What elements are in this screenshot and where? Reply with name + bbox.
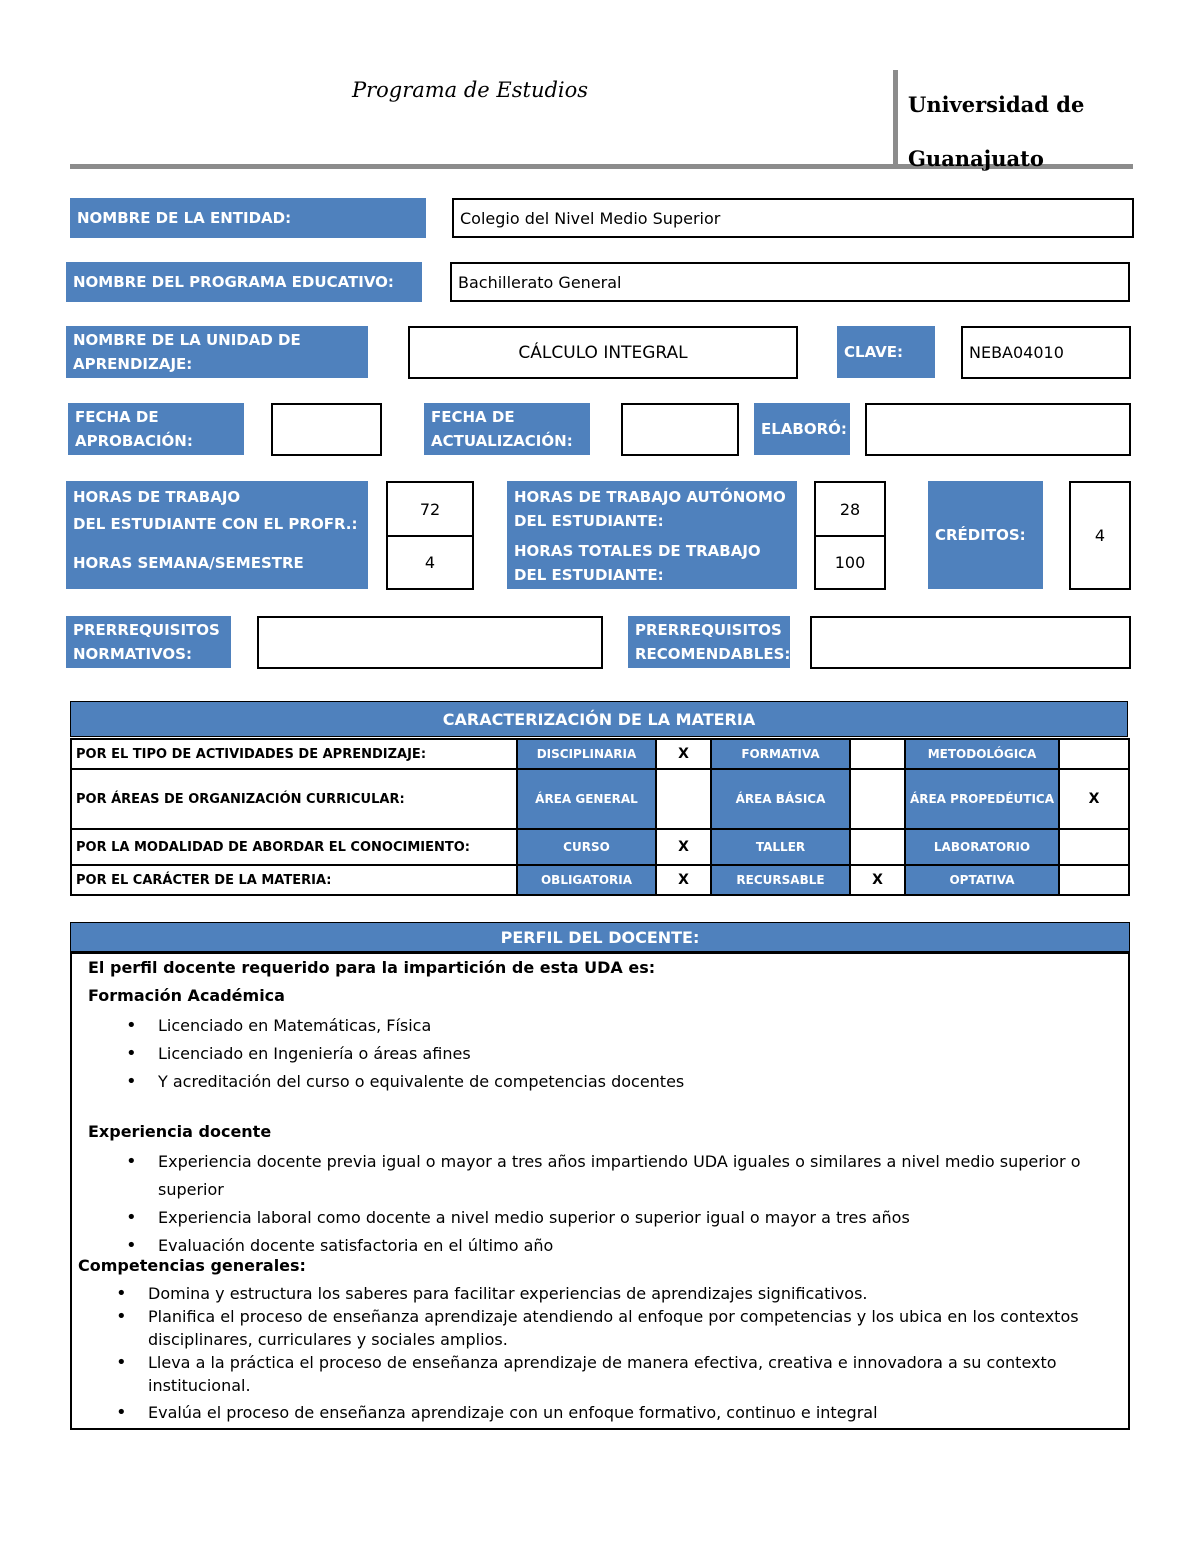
list-item: • Y acreditación del curso o equivalente de competencias docentes xyxy=(158,1068,684,1096)
entidad-label: NOMBRE DE LA ENTIDAD: xyxy=(70,198,426,238)
mark-cell[interactable]: X xyxy=(656,739,711,769)
option-formativa: FORMATIVA xyxy=(711,739,850,769)
entidad-field[interactable]: Colegio del Nivel Medio Superior xyxy=(452,198,1134,238)
list-item: • Evalúa el proceso de enseñanza aprendizaje con un enfoque formativo, continuo e integral xyxy=(148,1401,1108,1424)
mark-cell[interactable] xyxy=(1059,829,1129,865)
fecha-aprobacion-line-1: FECHA DE xyxy=(75,408,159,426)
creditos-field[interactable]: 4 xyxy=(1069,481,1131,590)
mark-cell[interactable] xyxy=(1059,865,1129,895)
option-metodologica: METODOLÓGICA xyxy=(905,739,1059,769)
list-item: • Planifica el proceso de enseñanza aprendizaje atendiendo al enfoque por competencias y los ubica en los contextos disciplinares, curriculares y sociales amplios. xyxy=(148,1305,1108,1351)
competencias-title: Competencias generales: xyxy=(78,1256,306,1275)
table-row xyxy=(71,739,1129,769)
formacion-list xyxy=(158,1012,684,1096)
unidad-label-line-2: APRENDIZAJE: xyxy=(73,355,193,373)
programa-label: NOMBRE DEL PROGRAMA EDUCATIVO: xyxy=(66,262,422,302)
horas-totales-line-2: DEL ESTUDIANTE: xyxy=(514,566,664,584)
mark-cell[interactable]: X xyxy=(656,829,711,865)
mark-cell[interactable]: X xyxy=(1059,769,1129,829)
clave-field[interactable]: NEBA04010 xyxy=(961,326,1131,379)
list-item: • Experiencia docente previa igual o mayor a tres años impartiendo UDA iguales o similares a nivel medio superior o superior xyxy=(158,1148,1128,1204)
fecha-actualizacion-field[interactable] xyxy=(621,403,739,456)
horas-autonomo-line-2: DEL ESTUDIANTE: xyxy=(514,512,664,530)
unidad-field[interactable]: CÁLCULO INTEGRAL xyxy=(408,326,798,379)
experiencia-list xyxy=(158,1148,1128,1260)
perfil-intro: El perfil docente requerido para la impartición de esta UDA es: xyxy=(88,958,656,977)
mark-cell[interactable] xyxy=(850,829,905,865)
horas-semana-field[interactable]: 4 xyxy=(386,535,474,590)
row-label: POR EL TIPO DE ACTIVIDADES DE APRENDIZAJE: xyxy=(71,739,517,769)
fecha-aprobacion-line-2: APROBACIÓN: xyxy=(75,432,193,450)
perfil-body xyxy=(70,952,1130,1430)
horas-semana-label: HORAS SEMANA/SEMESTRE xyxy=(73,554,304,572)
mark-cell[interactable] xyxy=(850,769,905,829)
horas-profesor-line-1: HORAS DE TRABAJO xyxy=(73,488,241,506)
horas-autonomo-line-1: HORAS DE TRABAJO AUTÓNOMO xyxy=(514,488,786,506)
elaboro-field[interactable] xyxy=(865,403,1131,456)
list-item: • Domina y estructura los saberes para facilitar experiencias de aprendizajes significativos. xyxy=(148,1282,1108,1305)
fecha-actualizacion-label xyxy=(424,403,590,455)
competencias-list xyxy=(148,1282,1108,1424)
fecha-aprobacion-field[interactable] xyxy=(271,403,382,456)
mark-cell[interactable]: X xyxy=(656,865,711,895)
option-taller: TALLER xyxy=(711,829,850,865)
option-area-general: ÁREA GENERAL xyxy=(517,769,656,829)
mark-cell[interactable] xyxy=(1059,739,1129,769)
prerrequisitos-normativos-field[interactable] xyxy=(257,616,603,669)
fecha-actualizacion-line-2: ACTUALIZACIÓN: xyxy=(431,432,573,450)
option-optativa: OPTATIVA xyxy=(905,865,1059,895)
unidad-label xyxy=(66,326,368,378)
fecha-aprobacion-label xyxy=(68,403,244,455)
mark-cell[interactable] xyxy=(656,769,711,829)
horas-autonomo-field[interactable]: 28 xyxy=(814,481,886,537)
creditos-label: CRÉDITOS: xyxy=(928,481,1043,589)
horas-profesor-label xyxy=(66,481,368,589)
prerrequisitos-normativos-line-1: PRERREQUISITOS xyxy=(73,621,220,639)
list-item: • Licenciado en Ingeniería o áreas afines xyxy=(158,1040,684,1068)
option-area-basica: ÁREA BÁSICA xyxy=(711,769,850,829)
experiencia-title: Experiencia docente xyxy=(88,1122,272,1141)
document-title: Programa de Estudios xyxy=(351,78,589,102)
option-area-propedeutica: ÁREA PROPEDÉUTICA xyxy=(905,769,1059,829)
prerrequisitos-normativos-line-2: NORMATIVOS: xyxy=(73,645,192,663)
option-laboratorio: LABORATORIO xyxy=(905,829,1059,865)
prerrequisitos-recomendables-line-1: PRERREQUISITOS xyxy=(635,621,782,639)
horas-profesor-line-2: DEL ESTUDIANTE CON EL PROFR.: xyxy=(73,515,358,533)
row-label: POR EL CARÁCTER DE LA MATERIA: xyxy=(71,865,517,895)
elaboro-label: ELABORÓ: xyxy=(754,403,850,455)
table-row xyxy=(71,829,1129,865)
perfil-title: PERFIL DEL DOCENTE: xyxy=(70,922,1130,952)
formacion-title: Formación Académica xyxy=(88,986,285,1005)
prerrequisitos-normativos-label xyxy=(66,616,231,668)
table-row xyxy=(71,769,1129,829)
table-row xyxy=(71,865,1129,895)
fecha-actualizacion-line-1: FECHA DE xyxy=(431,408,515,426)
mark-cell[interactable]: X xyxy=(850,865,905,895)
header-divider-vertical xyxy=(893,70,898,168)
programa-field[interactable]: Bachillerato General xyxy=(450,262,1130,302)
row-label: POR ÁREAS DE ORGANIZACIÓN CURRICULAR: xyxy=(71,769,517,829)
list-item: • Lleva a la práctica el proceso de enseñanza aprendizaje de manera efectiva, creativa e innovadora a su contexto institucional. xyxy=(148,1351,1108,1397)
horas-autonomo-label xyxy=(507,481,797,589)
prerrequisitos-recomendables-line-2: RECOMENDABLES: xyxy=(635,645,791,663)
option-disciplinaria: DISCIPLINARIA xyxy=(517,739,656,769)
list-item: • Evaluación docente satisfactoria en el último año xyxy=(158,1232,1128,1260)
university-name xyxy=(908,78,1084,186)
clave-label: CLAVE: xyxy=(837,326,935,378)
unidad-label-line-1: NOMBRE DE LA UNIDAD DE xyxy=(73,331,301,349)
row-label: POR LA MODALIDAD DE ABORDAR EL CONOCIMIENTO: xyxy=(71,829,517,865)
horas-totales-line-1: HORAS TOTALES DE TRABAJO xyxy=(514,542,761,560)
option-curso: CURSO xyxy=(517,829,656,865)
horas-profesor-field[interactable]: 72 xyxy=(386,481,474,537)
caracterizacion-table xyxy=(70,738,1130,896)
prerrequisitos-recomendables-field[interactable] xyxy=(810,616,1131,669)
option-recursable: RECURSABLE xyxy=(711,865,850,895)
university-line-1: Universidad de xyxy=(908,92,1085,117)
prerrequisitos-recomendables-label xyxy=(628,616,790,668)
option-obligatoria: OBLIGATORIA xyxy=(517,865,656,895)
list-item: • Experiencia laboral como docente a nivel medio superior o superior igual o mayor a tres años xyxy=(158,1204,1128,1232)
horas-totales-field[interactable]: 100 xyxy=(814,535,886,590)
mark-cell[interactable] xyxy=(850,739,905,769)
university-line-2: Guanajuato xyxy=(908,146,1044,171)
caracterizacion-title: CARACTERIZACIÓN DE LA MATERIA xyxy=(70,701,1128,737)
list-item: • Licenciado en Matemáticas, Física xyxy=(158,1012,684,1040)
